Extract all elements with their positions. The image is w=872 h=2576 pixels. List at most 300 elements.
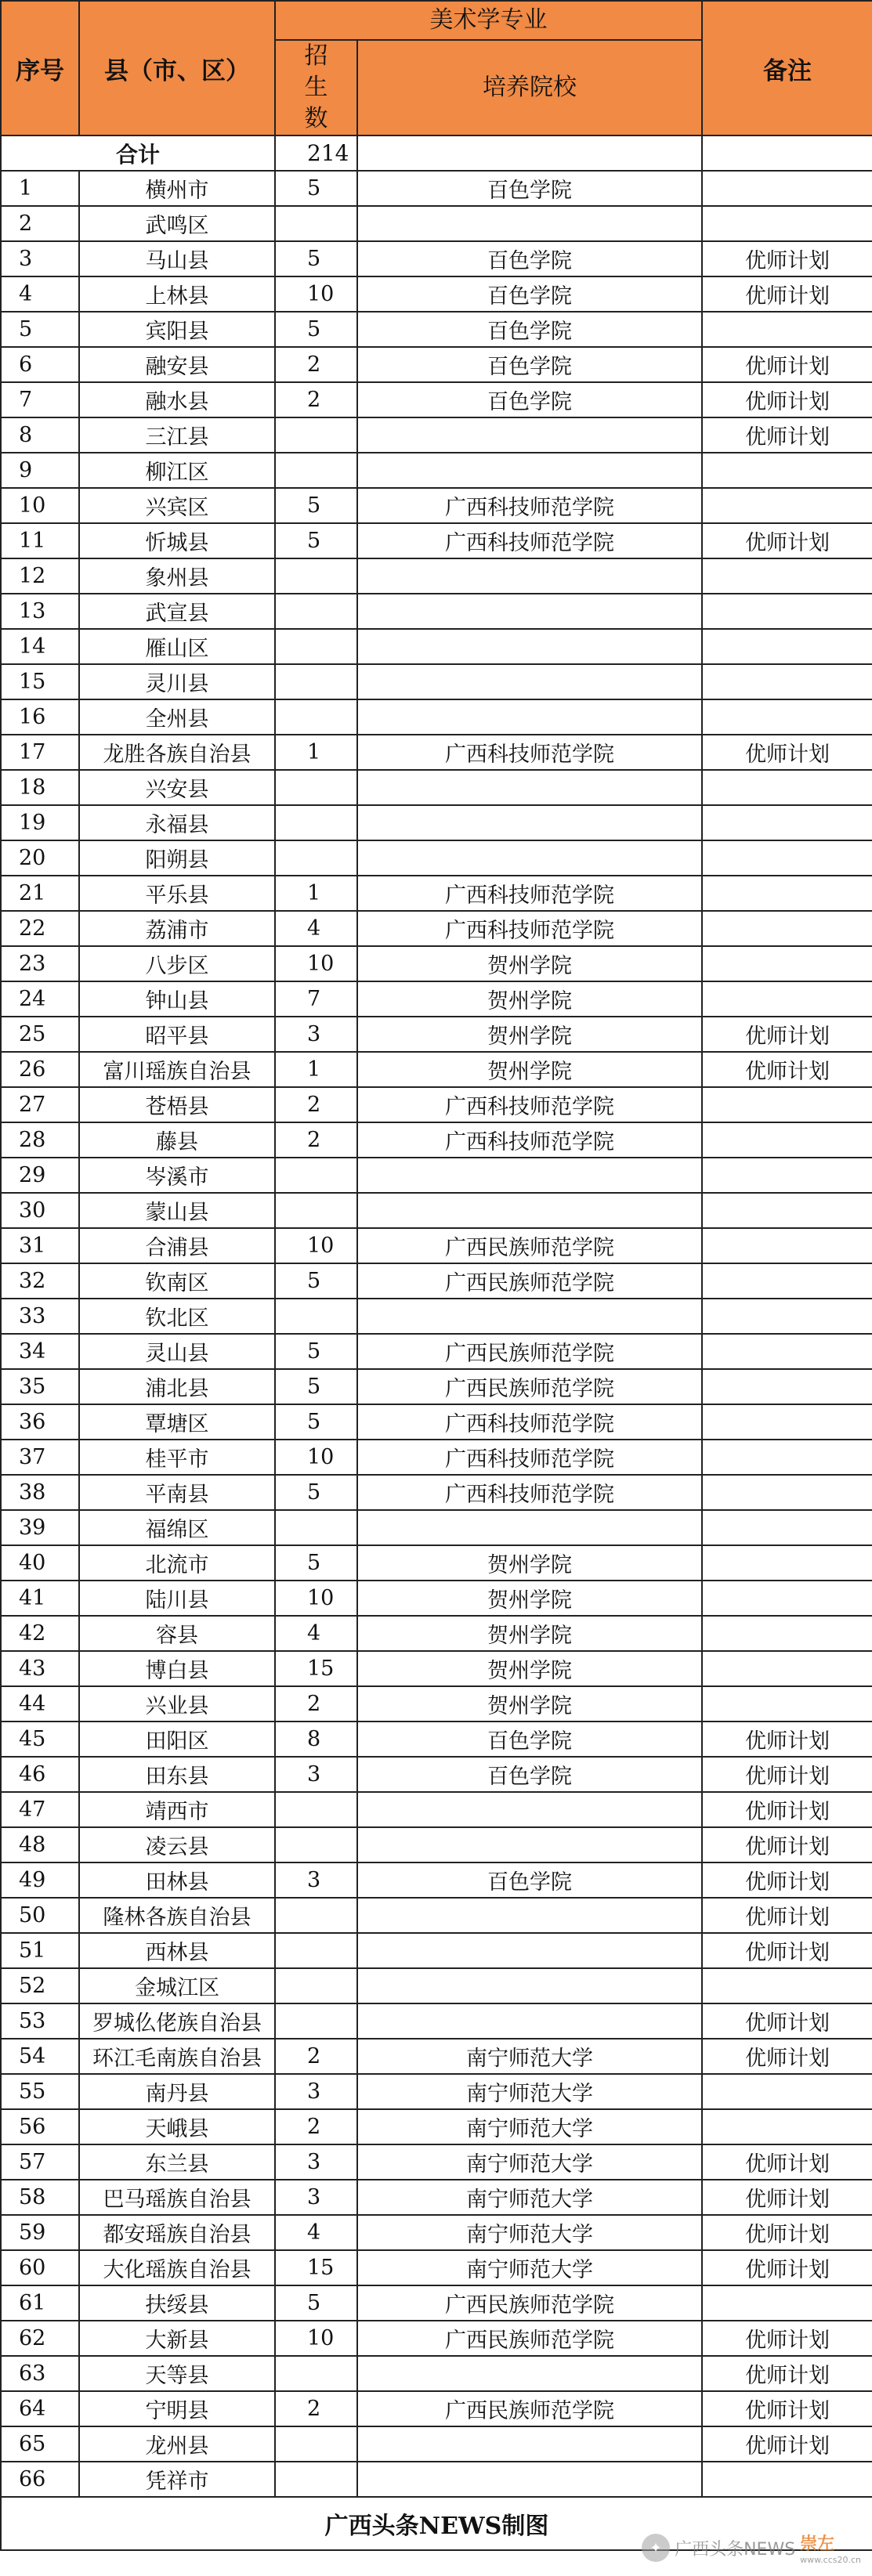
table-row bbox=[1, 1827, 872, 1862]
row-school: 百色学院 bbox=[357, 382, 702, 417]
row-school bbox=[357, 2426, 702, 2462]
row-seq: 56 bbox=[1, 2109, 79, 2144]
row-county: 天峨县 bbox=[79, 2109, 275, 2144]
row-school: 百色学院 bbox=[357, 276, 702, 312]
row-quota bbox=[275, 2462, 357, 2497]
row-quota bbox=[275, 1968, 357, 2003]
row-school: 百色学院 bbox=[357, 1862, 702, 1898]
row-school bbox=[357, 699, 702, 735]
row-note bbox=[702, 2109, 872, 2144]
row-quota bbox=[275, 1792, 357, 1827]
row-county: 龙胜各族自治县 bbox=[79, 735, 275, 770]
table-row bbox=[1, 770, 872, 805]
row-note bbox=[702, 911, 872, 946]
row-county: 桂平市 bbox=[79, 1440, 275, 1475]
row-quota bbox=[275, 1898, 357, 1933]
row-school: 贺州学院 bbox=[357, 1545, 702, 1581]
row-seq: 4 bbox=[1, 276, 79, 312]
row-school bbox=[357, 453, 702, 488]
row-quota: 7 bbox=[275, 981, 357, 1017]
table-row bbox=[1, 2039, 872, 2074]
row-note: 优师计划 bbox=[702, 1757, 872, 1792]
table-row bbox=[1, 981, 872, 1017]
row-note: 优师计划 bbox=[702, 1933, 872, 1968]
row-seq: 64 bbox=[1, 2391, 79, 2426]
row-quota: 10 bbox=[275, 276, 357, 312]
row-county: 浦北县 bbox=[79, 1369, 275, 1404]
row-quota: 2 bbox=[275, 1087, 357, 1122]
table-body bbox=[1, 135, 872, 2497]
row-note: 优师计划 bbox=[702, 2321, 872, 2356]
row-quota bbox=[275, 1827, 357, 1862]
row-seq: 51 bbox=[1, 1933, 79, 1968]
row-seq: 10 bbox=[1, 488, 79, 523]
row-quota: 2 bbox=[275, 2109, 357, 2144]
table-row bbox=[1, 664, 872, 699]
row-seq: 24 bbox=[1, 981, 79, 1017]
row-county: 永福县 bbox=[79, 805, 275, 840]
row-note: 优师计划 bbox=[702, 1017, 872, 1052]
row-seq: 1 bbox=[1, 171, 79, 206]
row-school: 广西科技师范学院 bbox=[357, 1475, 702, 1510]
row-county: 兴安县 bbox=[79, 770, 275, 805]
row-county: 西林县 bbox=[79, 1933, 275, 1968]
row-note bbox=[702, 1228, 872, 1263]
row-county: 环江毛南族自治县 bbox=[79, 2039, 275, 2074]
table-row bbox=[1, 2003, 872, 2039]
table-row bbox=[1, 1581, 872, 1616]
row-school bbox=[357, 558, 702, 594]
table-row bbox=[1, 1228, 872, 1263]
row-school bbox=[357, 1827, 702, 1862]
row-school: 广西科技师范学院 bbox=[357, 1440, 702, 1475]
row-school: 广西民族师范学院 bbox=[357, 1228, 702, 1263]
row-quota bbox=[275, 1158, 357, 1193]
row-quota: 2 bbox=[275, 1686, 357, 1722]
row-note bbox=[702, 1651, 872, 1686]
table-row bbox=[1, 2321, 872, 2356]
row-quota: 4 bbox=[275, 2215, 357, 2250]
table-row bbox=[1, 241, 872, 276]
row-quota bbox=[275, 2356, 357, 2391]
row-note: 优师计划 bbox=[702, 2144, 872, 2180]
row-note bbox=[702, 1581, 872, 1616]
row-note: 优师计划 bbox=[702, 2356, 872, 2391]
row-note: 优师计划 bbox=[702, 2391, 872, 2426]
row-quota bbox=[275, 1299, 357, 1334]
row-seq: 32 bbox=[1, 1263, 79, 1299]
row-note: 优师计划 bbox=[702, 523, 872, 558]
row-school: 广西科技师范学院 bbox=[357, 1404, 702, 1440]
row-seq: 59 bbox=[1, 2215, 79, 2250]
table-row bbox=[1, 876, 872, 911]
row-note: 优师计划 bbox=[702, 2426, 872, 2462]
row-note: 优师计划 bbox=[702, 2215, 872, 2250]
row-school bbox=[357, 1193, 702, 1228]
row-school: 百色学院 bbox=[357, 1757, 702, 1792]
row-county: 荔浦市 bbox=[79, 911, 275, 946]
row-note: 优师计划 bbox=[702, 735, 872, 770]
row-school: 贺州学院 bbox=[357, 1686, 702, 1722]
total-note-cell bbox=[702, 135, 872, 171]
row-note bbox=[702, 1334, 872, 1369]
row-quota: 3 bbox=[275, 2180, 357, 2215]
watermark bbox=[642, 2531, 861, 2565]
row-county: 岑溪市 bbox=[79, 1158, 275, 1193]
row-note: 优师计划 bbox=[702, 1862, 872, 1898]
row-seq: 26 bbox=[1, 1052, 79, 1087]
row-seq: 34 bbox=[1, 1334, 79, 1369]
row-note bbox=[702, 1475, 872, 1510]
row-county: 苍梧县 bbox=[79, 1087, 275, 1122]
watermark-site: 崇左 bbox=[800, 2534, 835, 2554]
row-quota: 5 bbox=[275, 241, 357, 276]
row-county: 金城江区 bbox=[79, 1968, 275, 2003]
row-quota: 3 bbox=[275, 1017, 357, 1052]
row-note bbox=[702, 1968, 872, 2003]
row-county: 陆川县 bbox=[79, 1581, 275, 1616]
row-school: 南宁师范大学 bbox=[357, 2180, 702, 2215]
row-county: 靖西市 bbox=[79, 1792, 275, 1827]
header-quota: 招生数 bbox=[275, 40, 357, 135]
row-note bbox=[702, 1510, 872, 1545]
row-school: 南宁师范大学 bbox=[357, 2250, 702, 2285]
total-row bbox=[1, 135, 872, 171]
row-note: 优师计划 bbox=[702, 347, 872, 382]
row-school: 百色学院 bbox=[357, 241, 702, 276]
row-quota bbox=[275, 2426, 357, 2462]
table-row bbox=[1, 1686, 872, 1722]
table-row bbox=[1, 805, 872, 840]
row-quota: 5 bbox=[275, 1545, 357, 1581]
row-seq: 46 bbox=[1, 1757, 79, 1792]
table-row bbox=[1, 1017, 872, 1052]
table-row bbox=[1, 276, 872, 312]
row-seq: 7 bbox=[1, 382, 79, 417]
table-row bbox=[1, 1545, 872, 1581]
row-note bbox=[702, 629, 872, 664]
row-school: 贺州学院 bbox=[357, 981, 702, 1017]
table-row bbox=[1, 946, 872, 981]
row-school bbox=[357, 1792, 702, 1827]
watermark-brand: 广西头条NEWS bbox=[675, 2539, 796, 2560]
row-seq: 42 bbox=[1, 1616, 79, 1651]
row-seq: 61 bbox=[1, 2285, 79, 2321]
table-row bbox=[1, 417, 872, 453]
row-seq: 52 bbox=[1, 1968, 79, 2003]
row-quota bbox=[275, 453, 357, 488]
row-school: 南宁师范大学 bbox=[357, 2109, 702, 2144]
row-county: 合浦县 bbox=[79, 1228, 275, 1263]
table-row bbox=[1, 2285, 872, 2321]
row-seq: 36 bbox=[1, 1404, 79, 1440]
row-county: 钦南区 bbox=[79, 1263, 275, 1299]
row-quota bbox=[275, 1193, 357, 1228]
row-quota: 4 bbox=[275, 911, 357, 946]
row-county: 覃塘区 bbox=[79, 1404, 275, 1440]
row-note bbox=[702, 2074, 872, 2109]
row-note: 优师计划 bbox=[702, 1827, 872, 1862]
row-note bbox=[702, 946, 872, 981]
row-seq: 11 bbox=[1, 523, 79, 558]
row-quota: 5 bbox=[275, 1369, 357, 1404]
header-school: 培养院校 bbox=[357, 40, 702, 135]
row-seq: 29 bbox=[1, 1158, 79, 1193]
row-county: 灵川县 bbox=[79, 664, 275, 699]
row-seq: 31 bbox=[1, 1228, 79, 1263]
row-seq: 37 bbox=[1, 1440, 79, 1475]
row-quota: 5 bbox=[275, 1475, 357, 1510]
row-county: 平乐县 bbox=[79, 876, 275, 911]
row-school: 百色学院 bbox=[357, 312, 702, 347]
row-quota: 5 bbox=[275, 2285, 357, 2321]
row-quota: 2 bbox=[275, 382, 357, 417]
row-school: 贺州学院 bbox=[357, 1581, 702, 1616]
row-quota: 15 bbox=[275, 1651, 357, 1686]
row-county: 宁明县 bbox=[79, 2391, 275, 2426]
row-county: 田阳区 bbox=[79, 1722, 275, 1757]
row-school: 广西民族师范学院 bbox=[357, 2285, 702, 2321]
row-quota: 1 bbox=[275, 876, 357, 911]
row-county: 博白县 bbox=[79, 1651, 275, 1686]
table-row bbox=[1, 911, 872, 946]
row-note bbox=[702, 453, 872, 488]
row-school: 广西民族师范学院 bbox=[357, 1334, 702, 1369]
row-county: 龙州县 bbox=[79, 2426, 275, 2462]
row-note bbox=[702, 206, 872, 241]
header-note: 备注 bbox=[702, 1, 872, 135]
row-county: 罗城仫佬族自治县 bbox=[79, 2003, 275, 2039]
row-quota: 3 bbox=[275, 2074, 357, 2109]
table-row bbox=[1, 2356, 872, 2391]
row-county: 巴马瑶族自治县 bbox=[79, 2180, 275, 2215]
table-row bbox=[1, 2074, 872, 2109]
row-seq: 16 bbox=[1, 699, 79, 735]
row-school bbox=[357, 2003, 702, 2039]
row-county: 三江县 bbox=[79, 417, 275, 453]
row-note bbox=[702, 1440, 872, 1475]
row-seq: 47 bbox=[1, 1792, 79, 1827]
row-school bbox=[357, 1968, 702, 2003]
row-seq: 53 bbox=[1, 2003, 79, 2039]
table-row bbox=[1, 1052, 872, 1087]
row-quota: 5 bbox=[275, 171, 357, 206]
row-seq: 6 bbox=[1, 347, 79, 382]
row-note bbox=[702, 981, 872, 1017]
row-note bbox=[702, 664, 872, 699]
row-quota bbox=[275, 770, 357, 805]
table-row bbox=[1, 1122, 872, 1158]
row-county: 隆林各族自治县 bbox=[79, 1898, 275, 1933]
row-seq: 13 bbox=[1, 594, 79, 629]
row-seq: 60 bbox=[1, 2250, 79, 2285]
row-seq: 20 bbox=[1, 840, 79, 876]
row-county: 富川瑶族自治县 bbox=[79, 1052, 275, 1087]
row-county: 马山县 bbox=[79, 241, 275, 276]
table-row bbox=[1, 1299, 872, 1334]
row-note: 优师计划 bbox=[702, 1722, 872, 1757]
row-seq: 8 bbox=[1, 417, 79, 453]
row-county: 全州县 bbox=[79, 699, 275, 735]
table-row bbox=[1, 558, 872, 594]
table-row bbox=[1, 1651, 872, 1686]
table-row bbox=[1, 2250, 872, 2285]
row-school: 广西科技师范学院 bbox=[357, 911, 702, 946]
row-note bbox=[702, 876, 872, 911]
row-county: 宾阳县 bbox=[79, 312, 275, 347]
row-school bbox=[357, 805, 702, 840]
row-quota bbox=[275, 417, 357, 453]
row-note: 优师计划 bbox=[702, 1792, 872, 1827]
row-note bbox=[702, 1263, 872, 1299]
table-row bbox=[1, 382, 872, 417]
row-note: 优师计划 bbox=[702, 2250, 872, 2285]
row-county: 都安瑶族自治县 bbox=[79, 2215, 275, 2250]
row-school: 贺州学院 bbox=[357, 1651, 702, 1686]
row-county: 福绵区 bbox=[79, 1510, 275, 1545]
table-row bbox=[1, 1862, 872, 1898]
row-seq: 48 bbox=[1, 1827, 79, 1862]
row-school bbox=[357, 1898, 702, 1933]
table-row bbox=[1, 453, 872, 488]
row-quota bbox=[275, 206, 357, 241]
row-note bbox=[702, 1616, 872, 1651]
row-county: 天等县 bbox=[79, 2356, 275, 2391]
row-county: 蒙山县 bbox=[79, 1193, 275, 1228]
row-school: 贺州学院 bbox=[357, 1052, 702, 1087]
row-seq: 50 bbox=[1, 1898, 79, 1933]
row-quota: 5 bbox=[275, 488, 357, 523]
row-seq: 55 bbox=[1, 2074, 79, 2109]
row-seq: 39 bbox=[1, 1510, 79, 1545]
row-seq: 5 bbox=[1, 312, 79, 347]
total-label: 合计 bbox=[1, 135, 275, 171]
footer-credit: 广西头条NEWS制图 bbox=[1, 2497, 872, 2550]
row-seq: 9 bbox=[1, 453, 79, 488]
row-quota bbox=[275, 629, 357, 664]
table-row bbox=[1, 1933, 872, 1968]
row-seq: 65 bbox=[1, 2426, 79, 2462]
row-school: 广西民族师范学院 bbox=[357, 1263, 702, 1299]
row-quota: 2 bbox=[275, 2391, 357, 2426]
table-row bbox=[1, 1263, 872, 1299]
row-quota: 10 bbox=[275, 946, 357, 981]
table-row bbox=[1, 1898, 872, 1933]
row-county: 凭祥市 bbox=[79, 2462, 275, 2497]
row-school bbox=[357, 2462, 702, 2497]
row-county: 象州县 bbox=[79, 558, 275, 594]
row-seq: 18 bbox=[1, 770, 79, 805]
row-county: 雁山区 bbox=[79, 629, 275, 664]
row-quota bbox=[275, 805, 357, 840]
table-row bbox=[1, 2109, 872, 2144]
row-quota: 3 bbox=[275, 1757, 357, 1792]
row-note bbox=[702, 1122, 872, 1158]
table-row bbox=[1, 1087, 872, 1122]
row-seq: 19 bbox=[1, 805, 79, 840]
table-row bbox=[1, 629, 872, 664]
row-seq: 43 bbox=[1, 1651, 79, 1686]
table-row bbox=[1, 1616, 872, 1651]
header-major: 美术学专业 bbox=[275, 1, 702, 40]
row-school bbox=[357, 1299, 702, 1334]
row-school: 南宁师范大学 bbox=[357, 2144, 702, 2180]
table-row bbox=[1, 1510, 872, 1545]
row-seq: 30 bbox=[1, 1193, 79, 1228]
row-seq: 38 bbox=[1, 1475, 79, 1510]
row-note: 优师计划 bbox=[702, 417, 872, 453]
row-quota: 15 bbox=[275, 2250, 357, 2285]
table-row bbox=[1, 1193, 872, 1228]
row-note bbox=[702, 1087, 872, 1122]
table-header bbox=[1, 1, 872, 135]
row-school: 南宁师范大学 bbox=[357, 2074, 702, 2109]
row-note bbox=[702, 699, 872, 735]
row-school: 南宁师范大学 bbox=[357, 2039, 702, 2074]
row-note bbox=[702, 558, 872, 594]
table-row bbox=[1, 2426, 872, 2462]
row-seq: 2 bbox=[1, 206, 79, 241]
row-county: 田东县 bbox=[79, 1757, 275, 1792]
row-seq: 44 bbox=[1, 1686, 79, 1722]
row-county: 上林县 bbox=[79, 276, 275, 312]
table-row bbox=[1, 2462, 872, 2497]
row-quota: 4 bbox=[275, 1616, 357, 1651]
row-quota: 2 bbox=[275, 347, 357, 382]
row-seq: 40 bbox=[1, 1545, 79, 1581]
row-school bbox=[357, 1510, 702, 1545]
row-quota: 3 bbox=[275, 1862, 357, 1898]
table-row bbox=[1, 171, 872, 206]
header-seq: 序号 bbox=[1, 1, 79, 135]
row-note: 优师计划 bbox=[702, 2003, 872, 2039]
row-seq: 62 bbox=[1, 2321, 79, 2356]
table-row bbox=[1, 1475, 872, 1510]
row-county: 横州市 bbox=[79, 171, 275, 206]
row-county: 融安县 bbox=[79, 347, 275, 382]
row-seq: 63 bbox=[1, 2356, 79, 2391]
row-seq: 27 bbox=[1, 1087, 79, 1122]
row-note bbox=[702, 312, 872, 347]
row-seq: 45 bbox=[1, 1722, 79, 1757]
row-school: 广西民族师范学院 bbox=[357, 2391, 702, 2426]
table-row bbox=[1, 347, 872, 382]
row-seq: 54 bbox=[1, 2039, 79, 2074]
row-school bbox=[357, 206, 702, 241]
row-seq: 57 bbox=[1, 2144, 79, 2180]
row-quota: 5 bbox=[275, 1334, 357, 1369]
table-row bbox=[1, 1334, 872, 1369]
row-school: 百色学院 bbox=[357, 171, 702, 206]
row-quota: 5 bbox=[275, 523, 357, 558]
row-school: 贺州学院 bbox=[357, 1616, 702, 1651]
row-note bbox=[702, 1545, 872, 1581]
row-quota bbox=[275, 594, 357, 629]
table-row bbox=[1, 206, 872, 241]
row-county: 融水县 bbox=[79, 382, 275, 417]
total-school-cell bbox=[357, 135, 702, 171]
row-note bbox=[702, 594, 872, 629]
row-quota: 1 bbox=[275, 1052, 357, 1087]
row-county: 柳江区 bbox=[79, 453, 275, 488]
row-school bbox=[357, 664, 702, 699]
row-seq: 28 bbox=[1, 1122, 79, 1158]
table-row bbox=[1, 1722, 872, 1757]
row-county: 北流市 bbox=[79, 1545, 275, 1581]
row-school: 贺州学院 bbox=[357, 946, 702, 981]
watermark-sub: www.ccs20.cn bbox=[800, 2555, 861, 2565]
row-note bbox=[702, 2462, 872, 2497]
